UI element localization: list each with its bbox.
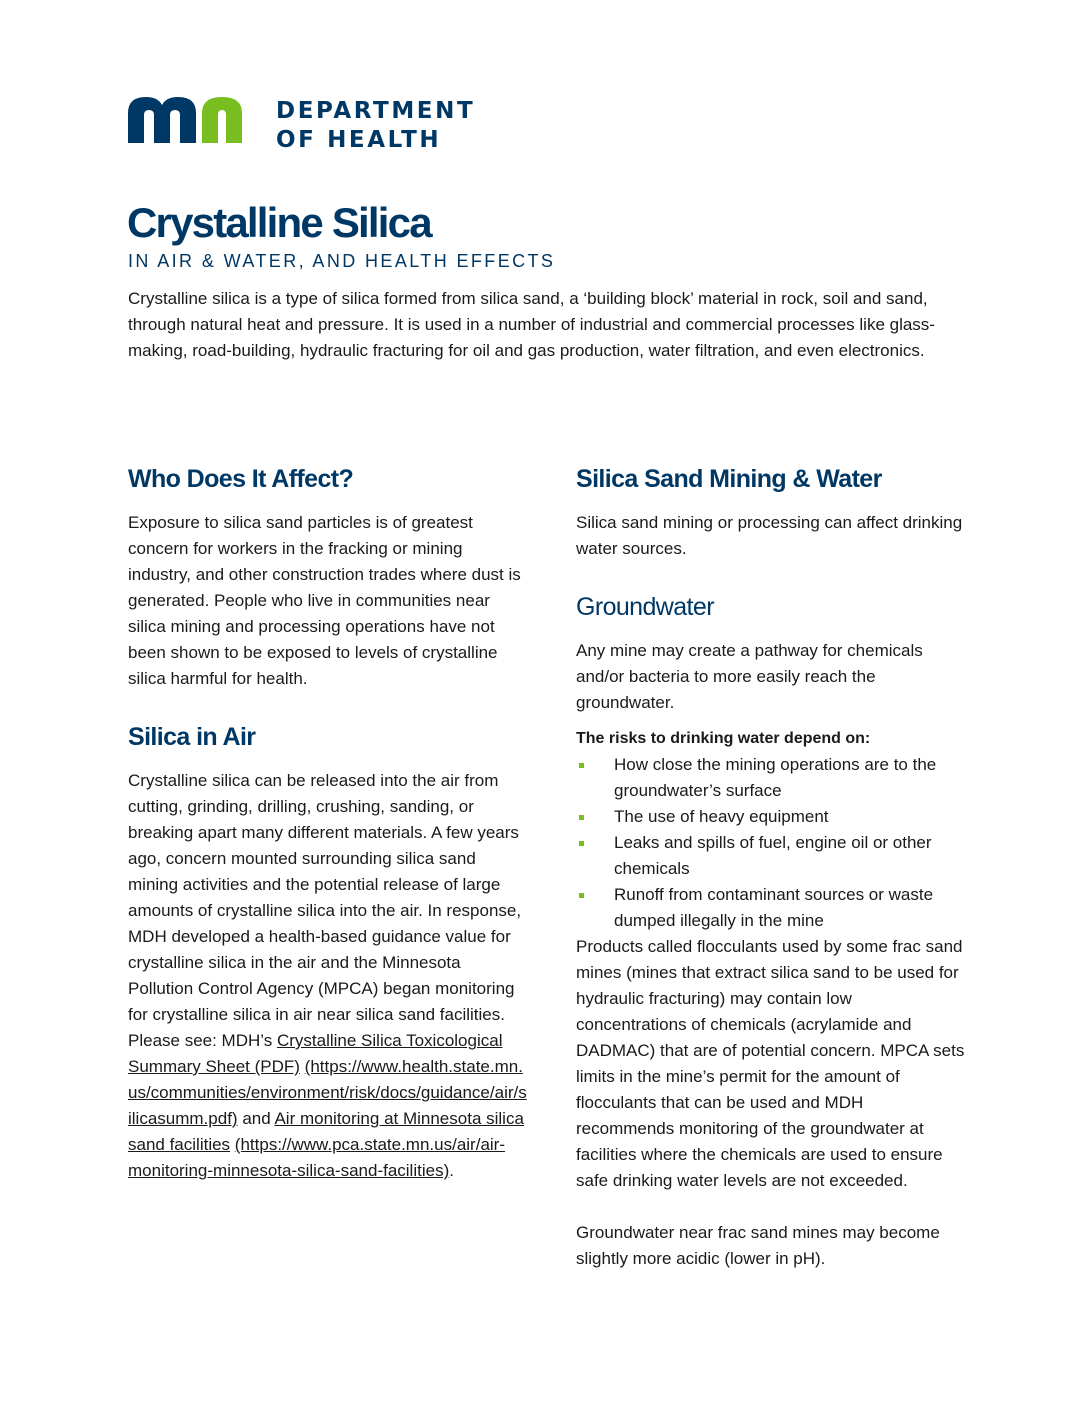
list-item-text: Leaks and spills of fuel, engine oil or other chemicals	[614, 833, 932, 878]
acidity-paragraph: Groundwater near frac sand mines may become slightly more acidic (lower in pH).	[576, 1223, 940, 1268]
list-item-text: How close the mining operations are to the groundwater’s surface	[614, 755, 937, 800]
flocculants-paragraph: Products called flocculants used by some frac sand mines (mines that extract silica sand to be used for hydraulic fracturing) may contain low concentrations of chemicals (acrylamide and DADMAC) that are of potential concern. MPCA sets limits in the mine’s permit for the amount of flocculants that can be used and MDH recommends monitoring of the groundwater at facilities where the chemicals are used to ensure safe drinking water levels are not exceeded.	[576, 937, 965, 1190]
link-air-monitoring[interactable]: Air monitoring at Minnesota silica sand facilities	[128, 1109, 524, 1154]
page-subtitle: IN AIR & WATER, AND HEALTH EFFECTS	[128, 251, 556, 271]
page-title: Crystalline Silica	[127, 199, 431, 246]
logo-line-of-health: OF HEALTH	[276, 127, 442, 153]
list-item	[576, 752, 966, 804]
link-url-toxicological-summary[interactable]: (https://www.health.state.mn.us/communities/environment/risk/docs/guidance/air/silicasumm.pdf)	[128, 1057, 527, 1128]
mining-water-paragraph: Silica sand mining or processing can affect drinking water sources.	[576, 513, 963, 558]
link-url-air-monitoring[interactable]: (https://www.pca.state.mn.us/air/air-monitoring-minnesota-silica-sand-facilities)	[128, 1135, 505, 1180]
groundwater-paragraph: Any mine may create a pathway for chemicals and/or bacteria to more easily reach the groundwater.	[576, 641, 923, 712]
heading-who-does-it-affect: Who Does It Affect?	[128, 465, 354, 493]
mdh-logo	[128, 95, 476, 153]
list-item-text: Runoff from contaminant sources or waste dumped illegally in the mine	[614, 885, 934, 930]
intro-paragraph: Crystalline silica is a type of silica formed from silica sand, a ‘building block’ material in rock, soil and sand, through natural heat and pressure. It is used in a number of industrial and commercial processes like glass-making, road-building, hydraulic fracturing for oil and gas production, water filtration, and even electronics.	[128, 289, 935, 360]
heading-silica-sand-mining-water: Silica Sand Mining & Water	[576, 465, 882, 493]
silica-in-air-paragraph	[128, 768, 528, 1184]
heading-silica-in-air: Silica in Air	[128, 723, 256, 751]
risks-lead: The risks to drinking water depend on:	[576, 730, 871, 747]
silica-in-air-and: and	[237, 1109, 275, 1128]
who-affected-paragraph: Exposure to silica sand particles is of greatest concern for workers in the fracking or mining industry, and other construction trades where dust is generated. People who live in communities near silica mining and processing operations have not been shown to be exposed to levels of crystalline silica harmful for health.	[128, 513, 521, 688]
right-column	[576, 462, 966, 1272]
list-item	[576, 882, 966, 934]
left-column	[128, 462, 528, 1184]
bullet-icon	[579, 763, 584, 768]
bullet-icon	[579, 841, 584, 846]
logo-wordmark	[276, 97, 475, 155]
list-item	[576, 804, 966, 830]
silica-in-air-end: .	[449, 1161, 454, 1180]
logo-line-department: DEPARTMENT	[276, 98, 476, 124]
bullet-icon	[579, 893, 584, 898]
risks-list	[576, 752, 966, 934]
mn-logo-icon	[128, 95, 270, 143]
heading-groundwater: Groundwater	[576, 593, 714, 621]
bullet-icon	[579, 815, 584, 820]
silica-in-air-text: Crystalline silica can be released into the air from cutting, grinding, drilling, crushing, sanding, or breaking apart many different materials. A few years ago, concern mounted surrounding silica sand mining activities and the potential release of large amounts of crystalline silica into the air. In response, MDH developed a health-based guidance value for crystalline silica in the air and the Minnesota Pollution Control Agency (MPCA) began monitoring for crystalline silica in air near silica sand facilities. Please see: MDH’s	[128, 771, 522, 1050]
list-item	[576, 830, 966, 882]
list-item-text: The use of heavy equipment	[614, 807, 829, 826]
link-toxicological-summary[interactable]: Crystalline Silica Toxicological Summary Sheet (PDF)	[128, 1031, 503, 1076]
